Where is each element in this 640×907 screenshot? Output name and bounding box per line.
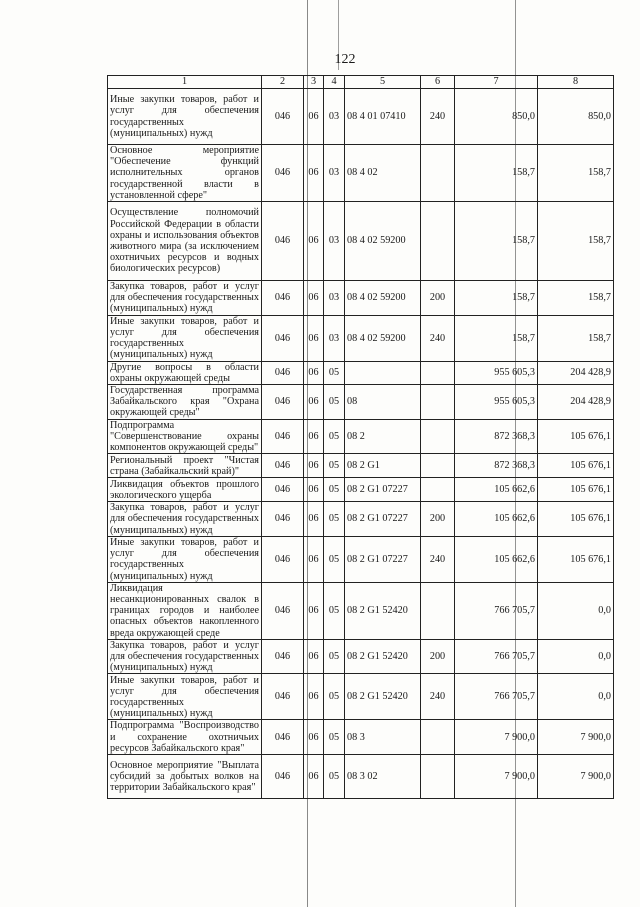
col-header-8: 8: [538, 76, 614, 89]
table-row: [108, 281, 614, 316]
row-code-admin: 046: [262, 454, 304, 478]
row-code-expense-type: 240: [421, 315, 455, 361]
row-code-target: 08 2 G1: [345, 454, 421, 478]
row-name: Иные закупки товаров, работ и услуг для обеспечения государственных (муниципальных) нужд: [108, 315, 262, 361]
row-amount-year-2: 158,7: [538, 145, 614, 202]
row-code-section: 06: [304, 202, 324, 281]
row-name: Закупка товаров, работ и услуг для обеспечения государственных (муниципальных) нужд: [108, 281, 262, 316]
row-amount-year-1: 872 368,3: [455, 419, 538, 454]
row-code-section: 06: [304, 536, 324, 582]
row-code-expense-type: [421, 720, 455, 755]
row-code-section: 06: [304, 385, 324, 420]
row-amount-year-2: 204 428,9: [538, 361, 614, 384]
row-code-section: 06: [304, 281, 324, 316]
row-code-subsection: 05: [324, 385, 345, 420]
row-name: Закупка товаров, работ и услуг для обеспечения государственных (муниципальных) нужд: [108, 639, 262, 674]
row-amount-year-2: 158,7: [538, 202, 614, 281]
row-code-target: 08 2: [345, 419, 421, 454]
col-header-4: 4: [324, 76, 345, 89]
table-row: [108, 145, 614, 202]
table-row: [108, 674, 614, 720]
row-code-target: 08 2 G1 07227: [345, 536, 421, 582]
row-name: Региональный проект "Чистая страна (Забайкальский край)": [108, 454, 262, 478]
row-code-subsection: 05: [324, 502, 345, 537]
row-code-admin: 046: [262, 281, 304, 316]
row-code-target: 08 3 02: [345, 755, 421, 799]
row-amount-year-2: 0,0: [538, 582, 614, 639]
table-row: [108, 478, 614, 502]
col-header-7: 7: [455, 76, 538, 89]
row-code-subsection: 05: [324, 454, 345, 478]
table-row: [108, 582, 614, 639]
row-amount-year-1: 158,7: [455, 145, 538, 202]
row-code-subsection: 03: [324, 315, 345, 361]
table-body: [108, 89, 614, 799]
row-code-expense-type: 240: [421, 536, 455, 582]
row-name: Осуществление полномочий Российской Федерации в области охраны и использования объектов животного мира (за исключением охотничьих ресурсов и водных биологических ресурсов): [108, 202, 262, 281]
row-name: Ликвидация несанкционированных свалок в границах городов и наиболее опасных объектов накопленного вреда окружающей среде: [108, 582, 262, 639]
table-row: [108, 536, 614, 582]
col-header-5: 5: [345, 76, 421, 89]
row-code-admin: 046: [262, 89, 304, 145]
row-code-section: 06: [304, 145, 324, 202]
row-code-target: 08 4 02 59200: [345, 202, 421, 281]
row-amount-year-2: 105 676,1: [538, 454, 614, 478]
row-amount-year-1: 105 662,6: [455, 478, 538, 502]
row-code-expense-type: [421, 145, 455, 202]
row-code-subsection: 05: [324, 674, 345, 720]
row-amount-year-1: 850,0: [455, 89, 538, 145]
row-code-expense-type: [421, 582, 455, 639]
row-code-admin: 046: [262, 720, 304, 755]
row-code-section: 06: [304, 361, 324, 384]
row-code-admin: 046: [262, 502, 304, 537]
row-code-subsection: 05: [324, 720, 345, 755]
row-code-section: 06: [304, 419, 324, 454]
table-row: [108, 419, 614, 454]
row-amount-year-2: 0,0: [538, 674, 614, 720]
row-code-target: 08 4 02: [345, 145, 421, 202]
row-amount-year-1: 766 705,7: [455, 582, 538, 639]
row-code-admin: 046: [262, 582, 304, 639]
row-code-section: 06: [304, 478, 324, 502]
row-code-admin: 046: [262, 361, 304, 384]
row-code-section: 06: [304, 454, 324, 478]
row-amount-year-1: 766 705,7: [455, 639, 538, 674]
row-amount-year-2: 0,0: [538, 639, 614, 674]
row-code-subsection: 03: [324, 89, 345, 145]
row-code-subsection: 03: [324, 145, 345, 202]
row-code-expense-type: [421, 385, 455, 420]
row-code-subsection: 05: [324, 361, 345, 384]
row-code-section: 06: [304, 674, 324, 720]
row-amount-year-1: 955 605,3: [455, 385, 538, 420]
row-code-admin: 046: [262, 202, 304, 281]
row-code-expense-type: 240: [421, 674, 455, 720]
row-code-expense-type: 240: [421, 89, 455, 145]
table-row: [108, 755, 614, 799]
row-code-target: 08 2 G1 52420: [345, 639, 421, 674]
row-code-subsection: 05: [324, 419, 345, 454]
row-code-expense-type: 200: [421, 502, 455, 537]
row-code-section: 06: [304, 582, 324, 639]
row-code-target: 08 3: [345, 720, 421, 755]
col-header-1: 1: [108, 76, 262, 89]
row-code-expense-type: 200: [421, 639, 455, 674]
row-name: Ликвидация объектов прошлого экологического ущерба: [108, 478, 262, 502]
row-name: Другие вопросы в области охраны окружающей среды: [108, 361, 262, 384]
row-name: Подпрограмма "Совершенствование охраны компонентов окружающей среды": [108, 419, 262, 454]
page-number: 122: [334, 52, 356, 67]
row-code-target: 08 2 G1 52420: [345, 674, 421, 720]
col-header-2: 2: [262, 76, 304, 89]
row-code-subsection: 03: [324, 202, 345, 281]
table-row: [108, 502, 614, 537]
row-code-subsection: 03: [324, 281, 345, 316]
row-name: Основное мероприятие "Выплата субсидий за добытых волков на территории Забайкальского края": [108, 755, 262, 799]
row-code-admin: 046: [262, 419, 304, 454]
row-amount-year-1: 158,7: [455, 202, 538, 281]
row-amount-year-2: 105 676,1: [538, 419, 614, 454]
row-code-admin: 046: [262, 145, 304, 202]
table-row: [108, 89, 614, 145]
row-amount-year-2: 158,7: [538, 281, 614, 316]
table-row: [108, 720, 614, 755]
row-code-section: 06: [304, 639, 324, 674]
row-name: Иные закупки товаров, работ и услуг для обеспечения государственных (муниципальных) нужд: [108, 536, 262, 582]
row-amount-year-1: 158,7: [455, 281, 538, 316]
row-name: Государственная программа Забайкальского края "Охрана окружающей среды": [108, 385, 262, 420]
row-code-subsection: 05: [324, 536, 345, 582]
table-row: [108, 315, 614, 361]
row-code-section: 06: [304, 502, 324, 537]
row-code-target: 08 2 G1 52420: [345, 582, 421, 639]
row-amount-year-1: 766 705,7: [455, 674, 538, 720]
row-amount-year-2: 850,0: [538, 89, 614, 145]
row-name: Иные закупки товаров, работ и услуг для обеспечения государственных (муниципальных) нужд: [108, 674, 262, 720]
table-row: [108, 385, 614, 420]
row-amount-year-1: 105 662,6: [455, 502, 538, 537]
table-row: [108, 202, 614, 281]
row-code-section: 06: [304, 720, 324, 755]
row-code-target: 08: [345, 385, 421, 420]
row-code-expense-type: 200: [421, 281, 455, 316]
row-amount-year-1: 7 900,0: [455, 755, 538, 799]
row-code-admin: 046: [262, 536, 304, 582]
row-amount-year-2: 7 900,0: [538, 755, 614, 799]
row-amount-year-1: 158,7: [455, 315, 538, 361]
budget-table: [107, 75, 614, 799]
row-name: Подпрограмма "Воспроизводство и сохранение охотничьих ресурсов Забайкальского края": [108, 720, 262, 755]
row-code-expense-type: [421, 361, 455, 384]
row-code-target: 08 4 02 59200: [345, 281, 421, 316]
row-code-admin: 046: [262, 639, 304, 674]
row-code-admin: 046: [262, 385, 304, 420]
table-row: [108, 361, 614, 384]
row-code-target: [345, 361, 421, 384]
table-header-row: [108, 76, 614, 89]
row-amount-year-1: 955 605,3: [455, 361, 538, 384]
row-code-expense-type: [421, 454, 455, 478]
row-code-target: 08 4 02 59200: [345, 315, 421, 361]
row-code-expense-type: [421, 202, 455, 281]
row-name: Иные закупки товаров, работ и услуг для обеспечения государственных (муниципальных) нужд: [108, 89, 262, 145]
row-code-subsection: 05: [324, 755, 345, 799]
row-code-target: 08 2 G1 07227: [345, 478, 421, 502]
table-row: [108, 454, 614, 478]
col-header-3: 3: [304, 76, 324, 89]
row-code-subsection: 05: [324, 478, 345, 502]
row-code-subsection: 05: [324, 639, 345, 674]
row-code-expense-type: [421, 478, 455, 502]
table-row: [108, 639, 614, 674]
row-code-section: 06: [304, 755, 324, 799]
row-code-expense-type: [421, 419, 455, 454]
row-amount-year-2: 105 676,1: [538, 502, 614, 537]
row-amount-year-1: 7 900,0: [455, 720, 538, 755]
row-amount-year-2: 105 676,1: [538, 536, 614, 582]
row-name: Закупка товаров, работ и услуг для обеспечения государственных (муниципальных) нужд: [108, 502, 262, 537]
row-amount-year-2: 158,7: [538, 315, 614, 361]
row-amount-year-2: 204 428,9: [538, 385, 614, 420]
row-code-admin: 046: [262, 315, 304, 361]
row-code-subsection: 05: [324, 582, 345, 639]
row-code-section: 06: [304, 315, 324, 361]
row-amount-year-1: 105 662,6: [455, 536, 538, 582]
row-code-target: 08 4 01 07410: [345, 89, 421, 145]
row-code-section: 06: [304, 89, 324, 145]
row-code-admin: 046: [262, 674, 304, 720]
row-code-admin: 046: [262, 755, 304, 799]
row-name: Основное мероприятие "Обеспечение функций исполнительных органов государственной власти в установленной сфере": [108, 145, 262, 202]
row-code-target: 08 2 G1 07227: [345, 502, 421, 537]
row-code-expense-type: [421, 755, 455, 799]
row-amount-year-1: 872 368,3: [455, 454, 538, 478]
col-header-6: 6: [421, 76, 455, 89]
row-amount-year-2: 7 900,0: [538, 720, 614, 755]
row-code-admin: 046: [262, 478, 304, 502]
row-amount-year-2: 105 676,1: [538, 478, 614, 502]
